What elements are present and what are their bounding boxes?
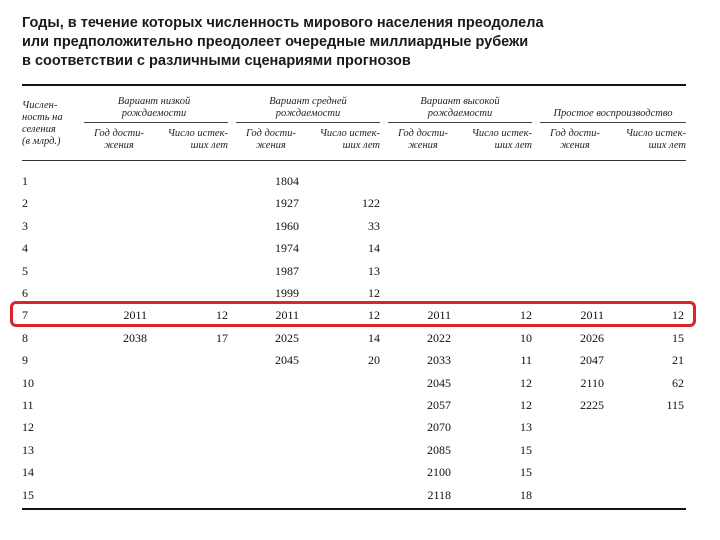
year-reached-cell: 2045 [427, 375, 451, 390]
year-reached-cell: 2022 [427, 330, 451, 345]
subheader-line: Число истек- [471, 128, 532, 139]
years-elapsed-cell: 13 [368, 263, 380, 278]
years-elapsed-cell: 21 [672, 353, 684, 368]
population-billions: 9 [22, 353, 28, 368]
header-population-line: Числен- [22, 100, 58, 111]
population-billions: 10 [22, 375, 34, 390]
year-reached-cell: 1974 [275, 241, 299, 256]
year-reached-cell: 2225 [580, 398, 604, 412]
year-reached-cell: 1999 [275, 286, 299, 300]
years-elapsed-cell: 12 [368, 308, 380, 323]
population-billions: 3 [22, 218, 28, 233]
subheader-line: Год дости- [245, 128, 297, 139]
year-reached-cell: 2085 [427, 442, 451, 457]
table-row [0, 416, 720, 438]
table-row [0, 237, 720, 259]
population-billions: 11 [22, 398, 34, 412]
table-row [0, 327, 720, 349]
header-population-line: селения [22, 124, 56, 135]
years-elapsed-cell: 12 [520, 375, 532, 390]
subheader-line: жения [256, 140, 286, 151]
table-row [0, 349, 720, 371]
group-label-line: Вариант средней [269, 96, 347, 107]
row-highlight-box [10, 301, 696, 327]
year-reached-cell: 2011 [427, 308, 451, 323]
title-line-2: или предположительно преодолеет очередные миллиардные рубежи [22, 34, 529, 50]
year-reached-cell: 2026 [580, 330, 604, 345]
years-elapsed-cell: 33 [368, 218, 380, 233]
population-billions: 6 [22, 286, 28, 300]
group-label-line: Вариант низкой [117, 96, 191, 107]
year-reached-cell: 2011 [123, 308, 147, 323]
population-billions: 12 [22, 420, 34, 435]
header-bottom-rule [22, 160, 686, 161]
years-elapsed-cell: 62 [672, 375, 684, 390]
group-underline [540, 122, 686, 123]
subheader-line: жения [560, 140, 590, 151]
population-billions: 8 [22, 330, 28, 345]
years-elapsed-cell: 13 [520, 420, 532, 435]
year-reached-cell: 1804 [275, 174, 299, 188]
title-line-3: в соответствии с различными сценариями прогнозов [22, 53, 411, 69]
subheader-year [84, 128, 154, 152]
year-reached-cell: 2011 [275, 308, 299, 323]
table-row [0, 484, 720, 506]
group-label-line: Вариант высокой [420, 96, 500, 107]
subheader-line: Год дости- [549, 128, 601, 139]
subheader-line: ших лет [342, 140, 380, 151]
subheader-line: Число истек- [625, 128, 686, 139]
population-billions: 4 [22, 241, 28, 256]
group-medium-fertility [236, 96, 380, 120]
population-billions: 15 [22, 487, 34, 502]
population-billions: 1 [22, 174, 28, 188]
group-underline [84, 122, 228, 123]
group-label-line: рождаемости [427, 108, 493, 119]
year-reached-cell: 2070 [427, 420, 451, 435]
subheader-line: ших лет [190, 140, 228, 151]
year-reached-cell: 2045 [275, 353, 299, 368]
subheader-year [236, 128, 306, 152]
table-row [0, 192, 720, 214]
year-reached-cell: 2025 [275, 330, 299, 345]
table-row [0, 394, 720, 416]
years-elapsed-cell: 12 [520, 398, 532, 412]
subheader-line: жения [408, 140, 438, 151]
subheader-line: Число истек- [167, 128, 228, 139]
subheader-line: Год дости- [93, 128, 145, 139]
subheader-year [540, 128, 610, 152]
group-underline [388, 122, 532, 123]
title-line-1: Годы, в течение которых численность мирового населения преодолела [22, 15, 544, 31]
year-reached-cell: 1960 [275, 218, 299, 233]
years-elapsed-cell: 122 [362, 196, 380, 211]
population-billions: 5 [22, 263, 28, 278]
years-elapsed-cell: 12 [672, 308, 684, 323]
table-top-rule [22, 84, 686, 86]
population-billions: 13 [22, 442, 34, 457]
population-billions: 7 [22, 308, 28, 323]
years-elapsed-cell: 17 [216, 330, 228, 345]
group-high-fertility [388, 96, 532, 120]
year-reached-cell: 2110 [580, 375, 604, 390]
year-reached-cell: 2047 [580, 353, 604, 368]
group-simple-reproduction [540, 108, 686, 120]
year-reached-cell: 2100 [427, 465, 451, 480]
year-reached-cell: 1987 [275, 263, 299, 278]
subheader-line: Число истек- [319, 128, 380, 139]
group-label-line: рождаемости [121, 108, 187, 119]
population-billions: 14 [22, 465, 34, 480]
document-title [22, 14, 702, 71]
table-row [0, 260, 720, 282]
group-label-line: Простое воспроизводство [553, 108, 673, 119]
subheader-years-elapsed [154, 128, 228, 152]
header-population-line: ность на [22, 112, 63, 123]
table-row [0, 461, 720, 483]
years-elapsed-cell: 18 [520, 487, 532, 502]
years-elapsed-cell: 15 [520, 442, 532, 457]
subheader-years-elapsed [458, 128, 532, 152]
years-elapsed-cell: 14 [368, 241, 380, 256]
table-row [0, 439, 720, 461]
table-bottom-rule [22, 508, 686, 510]
subheader-years-elapsed [306, 128, 380, 152]
table-row [0, 372, 720, 394]
header-population [22, 100, 63, 148]
years-elapsed-cell: 12 [216, 308, 228, 323]
subheader-line: ших лет [648, 140, 686, 151]
group-label-line: рождаемости [275, 108, 341, 119]
year-reached-cell: 2033 [427, 353, 451, 368]
header-population-line: (в млрд.) [22, 136, 61, 147]
group-underline [236, 122, 380, 123]
subheader-year [388, 128, 458, 152]
years-elapsed-cell: 115 [666, 398, 684, 412]
subheader-line: жения [104, 140, 134, 151]
subheader-years-elapsed [610, 128, 686, 152]
group-low-fertility [84, 96, 224, 120]
year-reached-cell: 2057 [427, 398, 451, 412]
subheader-line: Год дости- [397, 128, 449, 139]
years-elapsed-cell: 15 [520, 465, 532, 480]
years-elapsed-cell: 15 [672, 330, 684, 345]
year-reached-cell: 2011 [580, 308, 604, 323]
years-elapsed-cell: 14 [368, 330, 380, 345]
year-reached-cell: 1927 [275, 196, 299, 211]
table-row [0, 215, 720, 237]
year-reached-cell: 2038 [123, 330, 147, 345]
years-elapsed-cell: 10 [520, 330, 532, 345]
years-elapsed-cell: 20 [368, 353, 380, 368]
years-elapsed-cell: 12 [520, 308, 532, 323]
subheader-line: ших лет [494, 140, 532, 151]
year-reached-cell: 2118 [427, 487, 451, 502]
table-row [0, 170, 720, 192]
population-billions: 2 [22, 196, 28, 211]
years-elapsed-cell: 11 [520, 353, 532, 368]
years-elapsed-cell: 12 [368, 286, 380, 300]
